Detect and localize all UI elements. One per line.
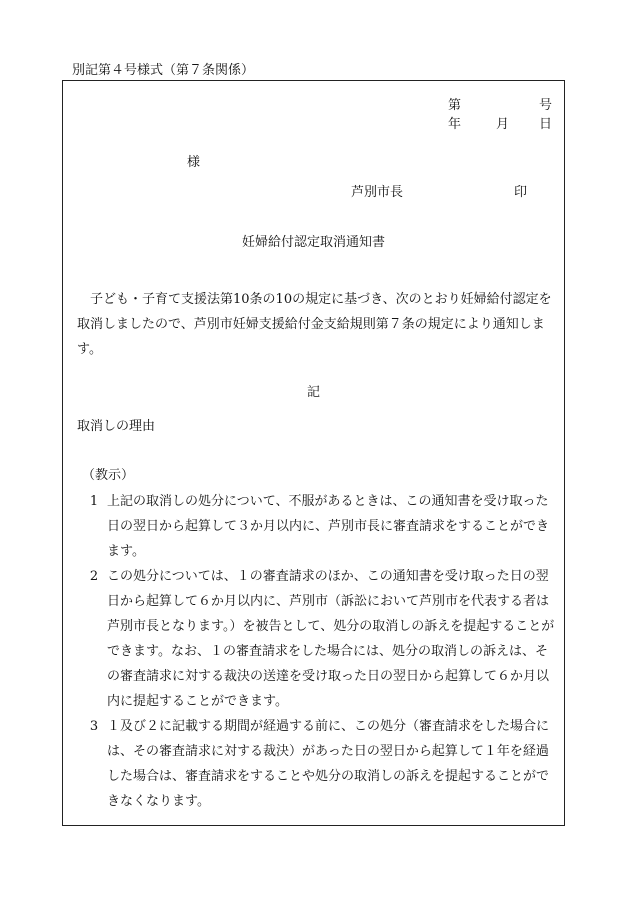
day-label: 日 (538, 117, 552, 132)
instruction-item (77, 564, 555, 714)
number-suffix: 号 (538, 98, 552, 113)
number-prefix: 第 (448, 98, 462, 113)
year-label: 年 (448, 117, 462, 132)
instruction-number: 3 (89, 719, 99, 734)
notice-frame (62, 80, 565, 826)
month-label: 月 (496, 117, 510, 132)
instruction-list (77, 489, 555, 814)
body-paragraph: 子ども・子育て支援法第10条の10の規定に基づき、次のとおり妊婦給付認定を取消しましたので、芦別市妊婦支援給付金支給規則第７条の規定により通知します。 (77, 292, 552, 357)
document-number (448, 97, 552, 115)
seal-mark: 印 (514, 185, 528, 200)
instruction-heading: （教示） (82, 468, 135, 483)
instruction-text: この処分については、１の審査請求のほか、この通知書を受け取った日の翌日から起算して６か月以内に、芦別市（訴訟において芦別市を代表する者は芦別市長となります。）を被告として、処分の取消しの訴えを提起することができます。なお、１の審査請求をした場合には、処分の取消しの訴えは、その審査請求に対する裁決の送達を受け取った日の翌日から起算して６か月以内に提起することができます。 (107, 569, 555, 709)
reason-label: 取消しの理由 (77, 419, 156, 434)
instruction-text: １及び２に記載する期間が経過する前に、この処分（審査請求をした場合には、その審査請求に対する裁決）があった日の翌日から起算して１年を経過した場合は、審査請求をすることや処分の取消しの訴えを提起することができなくなります。 (107, 719, 550, 809)
form-number-label: 別記第４号様式（第７条関係） (72, 63, 255, 78)
instruction-number: 1 (89, 494, 99, 509)
instruction-item (77, 489, 555, 564)
sender-name: 芦別市長 (351, 185, 404, 200)
document-title: 妊婦給付認定取消通知書 (241, 235, 385, 250)
addressee: 様 (187, 155, 201, 170)
instruction-item (77, 714, 555, 814)
instruction-text: 上記の取消しの処分について、不服があるときは、この通知書を受け取った日の翌日から起算して３か月以内に、芦別市長に審査請求をすることができます。 (107, 494, 550, 559)
issue-date (448, 116, 552, 134)
instruction-number: 2 (89, 569, 99, 584)
ki-heading: 記 (306, 385, 320, 400)
